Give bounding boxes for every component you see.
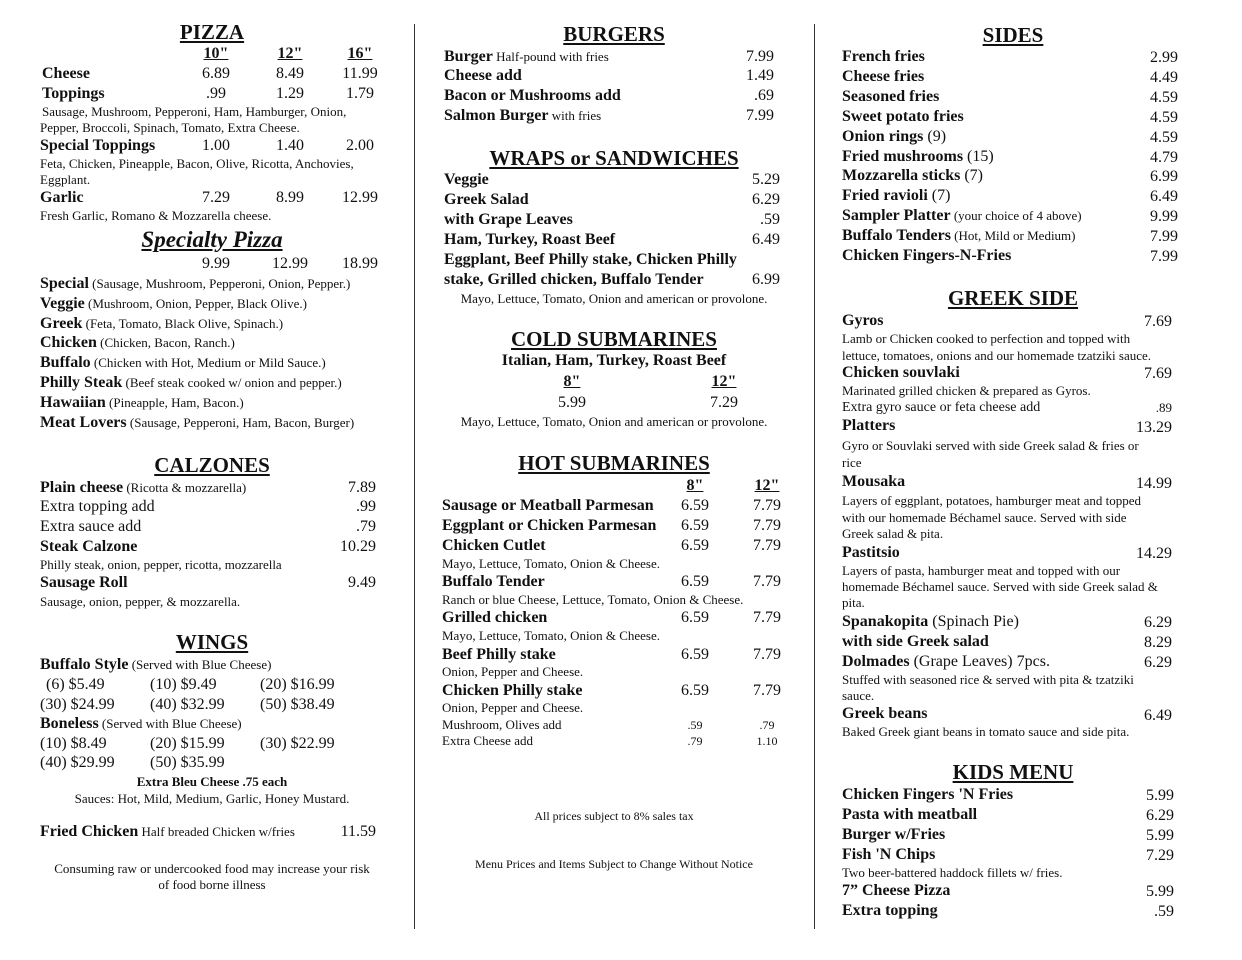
price: 6.59 (681, 573, 709, 590)
side-item: French fries (842, 48, 925, 65)
wing-option: (30) $22.99 (260, 735, 335, 752)
wraps-title: WRAPS or SANDWICHES (489, 146, 739, 170)
specialty-item: Chicken (Chicken, Bacon, Ranch.) (40, 334, 235, 351)
side-item: Cheese fries (842, 68, 925, 85)
tax-note: All prices subject to 8% sales tax (534, 809, 694, 823)
price: 12.99 (272, 255, 308, 272)
specialty-item: Philly Steak (Beef steak cooked w/ onion and pepper.) (40, 374, 342, 391)
burgers-title: BURGERS (563, 22, 665, 46)
calzone-item: Extra sauce add (40, 518, 142, 535)
wing-option: (10) $8.49 (40, 735, 107, 752)
description: Greek salad & pita. (842, 526, 944, 541)
greek-item: Mousaka (842, 473, 906, 490)
kids-item: Burger w/Fries (842, 826, 946, 843)
description: Ranch or blue Cheese, Lettuce, Tomato, Onion & Cheese. (442, 592, 744, 607)
hot-sub-item: Buffalo Tender (442, 573, 545, 590)
price: 6.99 (752, 271, 780, 288)
greek-item: Greek beans (842, 705, 928, 722)
price: 5.99 (1146, 787, 1174, 804)
description: Onion, Pepper and Cheese. (442, 664, 584, 679)
size-8: 8" (686, 477, 704, 494)
greek-item: Dolmades (Grape Leaves) 7pcs. (842, 653, 1050, 670)
greek-item: Platters (842, 417, 896, 434)
wings-boneless: Boneless (Served with Blue Cheese) (40, 715, 242, 732)
description: pita. (842, 595, 865, 610)
price: 7.99 (746, 107, 774, 124)
side-item: Sampler Platter (your choice of 4 above) (842, 207, 1082, 224)
pizza-toppings-name: Toppings (42, 85, 105, 102)
description: Sausage, onion, pepper, & mozzarella. (40, 594, 241, 609)
wrap-item: Eggplant, Beef Philly stake, Chicken Philly (444, 251, 737, 268)
side-item: Chicken Fingers-N-Fries (842, 247, 1012, 264)
price: 7.79 (753, 537, 781, 554)
price: 5.99 (558, 394, 586, 411)
price: 2.00 (346, 137, 374, 154)
kids-title: KIDS MENU (952, 760, 1074, 784)
price: .89 (1155, 400, 1172, 415)
description: Baked Greek giant beans in tomato sauce and side pita. (842, 724, 1130, 739)
greek-item: Gyros (842, 312, 884, 329)
description: sauce. (842, 688, 875, 703)
wing-option: (50) $38.49 (260, 696, 335, 713)
price: .79 (356, 518, 376, 535)
side-item: Sweet potato fries (842, 108, 964, 125)
wrap-item: stake, Grilled chicken, Buffalo Tender (444, 271, 704, 288)
price: 7.69 (1144, 365, 1172, 382)
cold-subs-subtitle: Italian, Ham, Turkey, Roast Beef (501, 352, 727, 369)
burger-item: Burger Half-pound with fries (444, 48, 609, 65)
wing-sauces: Sauces: Hot, Mild, Medium, Garlic, Honey Mustard. (74, 791, 350, 806)
kids-item: Pasta with meatball (842, 806, 978, 823)
wrap-item: Ham, Turkey, Roast Beef (444, 231, 616, 248)
wrap-item: Greek Salad (444, 191, 529, 208)
description: Eggplant. (40, 172, 91, 187)
pizza-title: PIZZA (179, 20, 245, 44)
price: 6.59 (681, 497, 709, 514)
hot-sub-item: Grilled chicken (442, 609, 548, 626)
specialty-pizza-title: Specialty Pizza (141, 227, 283, 252)
price: 7.29 (202, 189, 230, 206)
specialty-item: Hawaiian (Pineapple, Ham, Bacon.) (40, 394, 244, 411)
calzone-item: Extra topping add (40, 498, 155, 515)
hot-sub-item: Eggplant or Chicken Parmesan (442, 517, 657, 534)
description: Marinated grilled chicken & prepared as Gyros. (842, 383, 1091, 398)
description: homemade Béchamel sauce. Served with side Greek salad & (842, 579, 1158, 594)
price: 7.99 (1150, 248, 1178, 265)
description: Fresh Garlic, Romano & Mozzarella cheese. (40, 208, 272, 223)
extra-bleu-cheese: Extra Bleu Cheese .75 each (136, 774, 288, 789)
description: Philly steak, onion, pepper, ricotta, mozzarella (40, 557, 282, 572)
pizza-size-12: 12" (277, 45, 303, 62)
specialty-item: Meat Lovers (Sausage, Pepperoni, Ham, Bacon, Burger) (40, 414, 355, 431)
size-12: 12" (711, 373, 737, 390)
price: .79 (759, 718, 775, 732)
price: 7.79 (753, 646, 781, 663)
burger-item: Cheese add (444, 67, 522, 84)
price: 10.29 (340, 538, 376, 555)
price: 7.99 (746, 48, 774, 65)
price: 7.29 (1146, 847, 1174, 864)
kids-item: Fish 'N Chips (842, 846, 936, 863)
calzone-item: Plain cheese (Ricotta & mozzarella) (40, 479, 247, 496)
hot-subs-title: HOT SUBMARINES (518, 451, 710, 475)
wing-option: (40) $29.99 (40, 754, 115, 771)
left-column (36, 0, 388, 960)
price: 7.79 (753, 517, 781, 534)
side-item: Onion rings (9) (842, 128, 947, 145)
description: Sausage, Mushroom, Pepperoni, Ham, Hamburger, Onion, (42, 104, 347, 119)
column-divider-left (414, 24, 415, 929)
hot-sub-item: Chicken Cutlet (442, 537, 546, 554)
price: 6.29 (1144, 654, 1172, 671)
price: 7.89 (348, 479, 376, 496)
description: lettuce, tomatoes, onions and our homemade tzatziki sauce. (842, 348, 1152, 363)
description: rice (842, 455, 862, 470)
price: 8.29 (1144, 634, 1172, 651)
wing-option: (10) $9.49 (150, 676, 217, 693)
price: 7.79 (753, 682, 781, 699)
price: 6.29 (1144, 614, 1172, 631)
description: Mayo, Lettuce, Tomato, Onion & Cheese. (442, 628, 660, 643)
price: 6.49 (1144, 707, 1172, 724)
price: 12.99 (342, 189, 378, 206)
side-item: Buffalo Tenders (Hot, Mild or Medium) (842, 227, 1076, 244)
hot-sub-item: Beef Philly stake (442, 646, 556, 663)
description: Gyro or Souvlaki served with side Greek salad & fries or (842, 438, 1139, 453)
greek-item: Chicken souvlaki (842, 364, 960, 381)
price: 1.10 (756, 734, 778, 748)
specialty-item: Buffalo (Chicken with Hot, Medium or Mild Sauce.) (40, 354, 326, 371)
price: 6.59 (681, 609, 709, 626)
price: 1.49 (746, 67, 774, 84)
wing-option: (40) $32.99 (150, 696, 225, 713)
price: 4.59 (1150, 89, 1178, 106)
right-column (838, 0, 1188, 960)
wrap-item: with Grape Leaves (444, 211, 573, 228)
price: 4.79 (1150, 149, 1178, 166)
price: .59 (760, 211, 780, 228)
price: 1.40 (276, 137, 304, 154)
price: 7.79 (753, 497, 781, 514)
price: 18.99 (342, 255, 378, 272)
price: 7.29 (710, 394, 738, 411)
kids-item: 7” Cheese Pizza (842, 882, 951, 899)
pizza-special-toppings-name: Special Toppings (40, 137, 156, 154)
price: 6.49 (752, 231, 780, 248)
calzones-title: CALZONES (154, 453, 270, 477)
price: 7.99 (1150, 228, 1178, 245)
description: Lamb or Chicken cooked to perfection and topped with (842, 331, 1131, 346)
description: Two beer-battered haddock fillets w/ fries. (842, 865, 1063, 880)
side-item: Seasoned fries (842, 88, 940, 105)
price: 4.49 (1150, 69, 1178, 86)
wings-buffalo: Buffalo Style (Served with Blue Cheese) (40, 656, 272, 673)
greek-item: Pastitsio (842, 544, 900, 561)
price: 7.79 (753, 609, 781, 626)
price: 4.59 (1150, 109, 1178, 126)
kids-item: Extra topping (842, 902, 938, 919)
wing-option: (6) $5.49 (46, 676, 105, 693)
hot-sub-addon: Extra Cheese add (442, 733, 533, 748)
description: Pepper, Broccoli, Spinach, Tomato, Extra Cheese. (40, 120, 300, 135)
price: .69 (754, 87, 774, 104)
pizza-garlic-name: Garlic (40, 189, 84, 206)
price: 1.79 (346, 85, 374, 102)
price: 11.99 (342, 65, 378, 82)
price: 5.99 (1146, 827, 1174, 844)
hot-sub-addon: Mushroom, Olives add (442, 717, 562, 732)
wing-option: (20) $15.99 (150, 735, 225, 752)
price: 6.29 (752, 191, 780, 208)
description: Mayo, Lettuce, Tomato, Onion and american or provolone. (460, 291, 768, 306)
pizza-size-16: 16" (347, 45, 373, 62)
price: 6.59 (681, 517, 709, 534)
price: 6.59 (681, 682, 709, 699)
consuming-warning: of food borne illness (158, 877, 266, 892)
column-divider-right (814, 24, 815, 929)
description: Feta, Chicken, Pineapple, Bacon, Olive, Ricotta, Anchovies, (40, 156, 354, 171)
price: 7.79 (753, 573, 781, 590)
cold-subs-title: COLD SUBMARINES (511, 327, 717, 351)
greek-item: Spanakopita (Spinach Pie) (842, 613, 1019, 630)
side-item: Fried ravioli (7) (842, 187, 951, 204)
specialty-item: Veggie (Mushroom, Onion, Pepper, Black Olive.) (40, 295, 307, 312)
fried-chicken: Fried Chicken Half breaded Chicken w/fries (40, 823, 295, 840)
wrap-item: Veggie (444, 171, 489, 188)
price: 14.29 (1136, 545, 1172, 562)
greek-title: GREEK SIDE (947, 286, 1079, 310)
price: 8.99 (276, 189, 304, 206)
price: 2.99 (1150, 49, 1178, 66)
size-8: 8" (563, 373, 581, 390)
price: 6.49 (1150, 188, 1178, 205)
price: 9.99 (202, 255, 230, 272)
price: 6.29 (1146, 807, 1174, 824)
price: 1.00 (202, 137, 230, 154)
price: 13.29 (1136, 419, 1172, 436)
price: 9.99 (1150, 208, 1178, 225)
size-12: 12" (754, 477, 780, 494)
change-note: Menu Prices and Items Subject to Change Without Notice (475, 857, 753, 871)
pizza-cheese-name: Cheese (42, 65, 90, 82)
price: 7.69 (1144, 313, 1172, 330)
price: 1.29 (276, 85, 304, 102)
burger-item: Bacon or Mushrooms add (444, 87, 621, 104)
calzone-item: Steak Calzone (40, 538, 138, 555)
description: with our homemade Béchamel sauce. Served with side (842, 510, 1127, 525)
side-item: Fried mushrooms (15) (842, 148, 994, 165)
pizza-size-10: 10" (203, 45, 229, 62)
price: .79 (687, 734, 703, 748)
price: 11.59 (340, 823, 376, 840)
specialty-item: Greek (Feta, Tomato, Black Olive, Spinach.) (40, 315, 284, 332)
wing-option: (20) $16.99 (260, 676, 335, 693)
price: .59 (1154, 903, 1174, 920)
price: .99 (206, 85, 226, 102)
price: .99 (356, 498, 376, 515)
wing-option: (50) $35.99 (150, 754, 225, 771)
wings-title: WINGS (175, 630, 249, 654)
greek-item: with side Greek salad (842, 633, 989, 650)
burger-item: Salmon Burger with fries (444, 107, 602, 124)
description: Stuffed with seasoned rice & served with pita & tzatziki (842, 672, 1134, 687)
hot-sub-item: Sausage or Meatball Parmesan (442, 497, 654, 514)
description: Layers of eggplant, potatoes, hamburger meat and topped (842, 493, 1142, 508)
sides-title: SIDES (982, 23, 1044, 47)
description: Mayo, Lettuce, Tomato, Onion & Cheese. (442, 556, 660, 571)
price: 6.59 (681, 537, 709, 554)
description: Mayo, Lettuce, Tomato, Onion and american or provolone. (460, 414, 768, 429)
price: 6.59 (681, 646, 709, 663)
consuming-warning: Consuming raw or undercooked food may increase your risk (54, 861, 370, 876)
specialty-item: Special (Sausage, Mushroom, Pepperoni, Onion, Pepper.) (40, 275, 351, 292)
price: 4.59 (1150, 129, 1178, 146)
price: .59 (687, 718, 703, 732)
wing-option: (30) $24.99 (40, 696, 115, 713)
greek-addon: Extra gyro sauce or feta cheese add (842, 400, 1041, 415)
description: Onion, Pepper and Cheese. (442, 700, 584, 715)
price: 6.89 (202, 65, 230, 82)
side-item: Mozzarella sticks (7) (842, 167, 983, 184)
price: 14.99 (1136, 475, 1172, 492)
price: 6.99 (1150, 168, 1178, 185)
price: 8.49 (276, 65, 304, 82)
middle-column (438, 0, 790, 960)
description: Layers of pasta, hamburger meat and topped with our (842, 563, 1121, 578)
price: 5.29 (752, 171, 780, 188)
kids-item: Chicken Fingers 'N Fries (842, 786, 1014, 803)
price: 5.99 (1146, 883, 1174, 900)
price: 9.49 (348, 574, 376, 591)
calzone-item: Sausage Roll (40, 574, 128, 591)
hot-sub-item: Chicken Philly stake (442, 682, 583, 699)
